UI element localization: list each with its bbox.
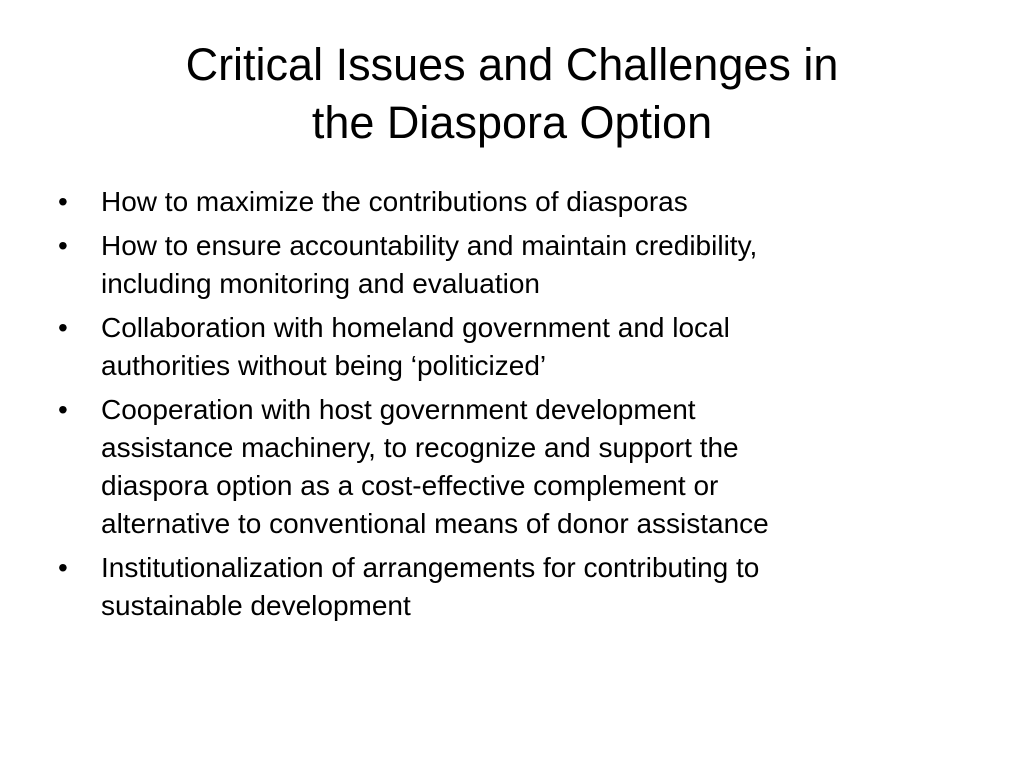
bullet-item [58, 549, 958, 625]
bullet-item [58, 183, 958, 221]
bullet-item [58, 391, 958, 543]
bullet-text-line: Cooperation with host government development [101, 394, 696, 425]
bullet-item [58, 227, 958, 303]
bullet-text-line: sustainable development [101, 590, 411, 621]
bullet-text-line: assistance machinery, to recognize and support the [101, 432, 739, 463]
bullet-text-line: authorities without being ‘politicized’ [101, 350, 547, 381]
bullet-text-line: Collaboration with homeland government and local [101, 312, 730, 343]
bullet-text-line: including monitoring and evaluation [101, 268, 540, 299]
bullet-text-line: alternative to conventional means of donor assistance [101, 508, 769, 539]
bullet-dot: • [58, 552, 68, 583]
slide-title [60, 36, 964, 152]
bullet-text-line: How to ensure accountability and maintain credibility, [101, 230, 758, 261]
bullet-list [58, 183, 958, 631]
slide-title-line: the Diaspora Option [311, 97, 713, 148]
bullet-item [58, 309, 958, 385]
bullet-dot: • [58, 394, 68, 425]
bullet-text-line: Institutionalization of arrangements for contributing to [101, 552, 760, 583]
bullet-text-line: How to maximize the contributions of diasporas [101, 186, 688, 217]
bullet-dot: • [58, 186, 68, 217]
slide-title-line: Critical Issues and Challenges in [185, 39, 839, 90]
bullet-dot: • [58, 230, 68, 261]
bullet-text-line: diaspora option as a cost-effective complement or [101, 470, 719, 501]
bullet-dot: • [58, 312, 68, 343]
